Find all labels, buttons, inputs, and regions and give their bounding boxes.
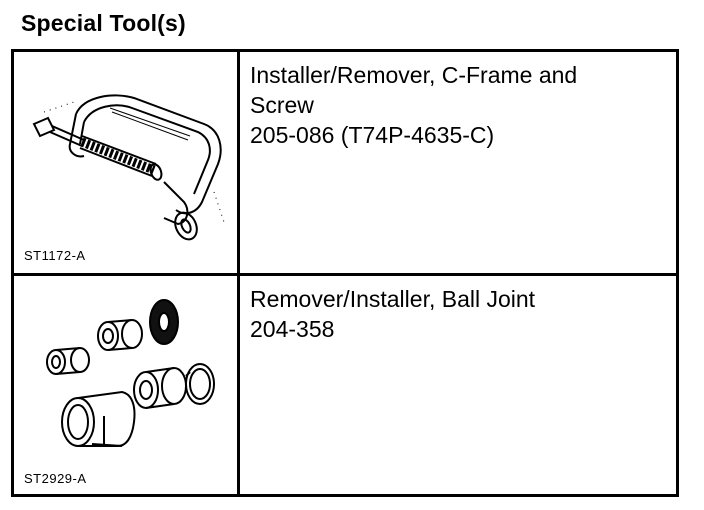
tool-description-cell-1 xyxy=(240,52,676,273)
tool-image-cell-2 xyxy=(14,276,237,494)
tool-part-number: 204-358 xyxy=(250,316,335,342)
page-title: Special Tool(s) xyxy=(21,10,186,36)
c-frame-screw-tool-illustration xyxy=(14,52,237,273)
tool-name-line: Remover/Installer, Ball Joint xyxy=(250,286,536,312)
tool-description-cell-2 xyxy=(240,276,676,494)
tool-description xyxy=(250,60,577,150)
tool-name-line: Installer/Remover, C-Frame and xyxy=(250,62,578,88)
tool-part-number: 205-086 (T74P-4635-C) xyxy=(250,122,495,148)
tool-name-line: Screw xyxy=(250,92,314,118)
tool-image-code: ST1172-A xyxy=(24,248,86,263)
tool-description xyxy=(250,284,535,344)
ball-joint-adapter-set-illustration xyxy=(14,276,237,494)
tool-image-code: ST2929-A xyxy=(24,471,87,486)
tool-image-cell-1 xyxy=(14,52,237,273)
special-tools-table xyxy=(11,49,679,497)
